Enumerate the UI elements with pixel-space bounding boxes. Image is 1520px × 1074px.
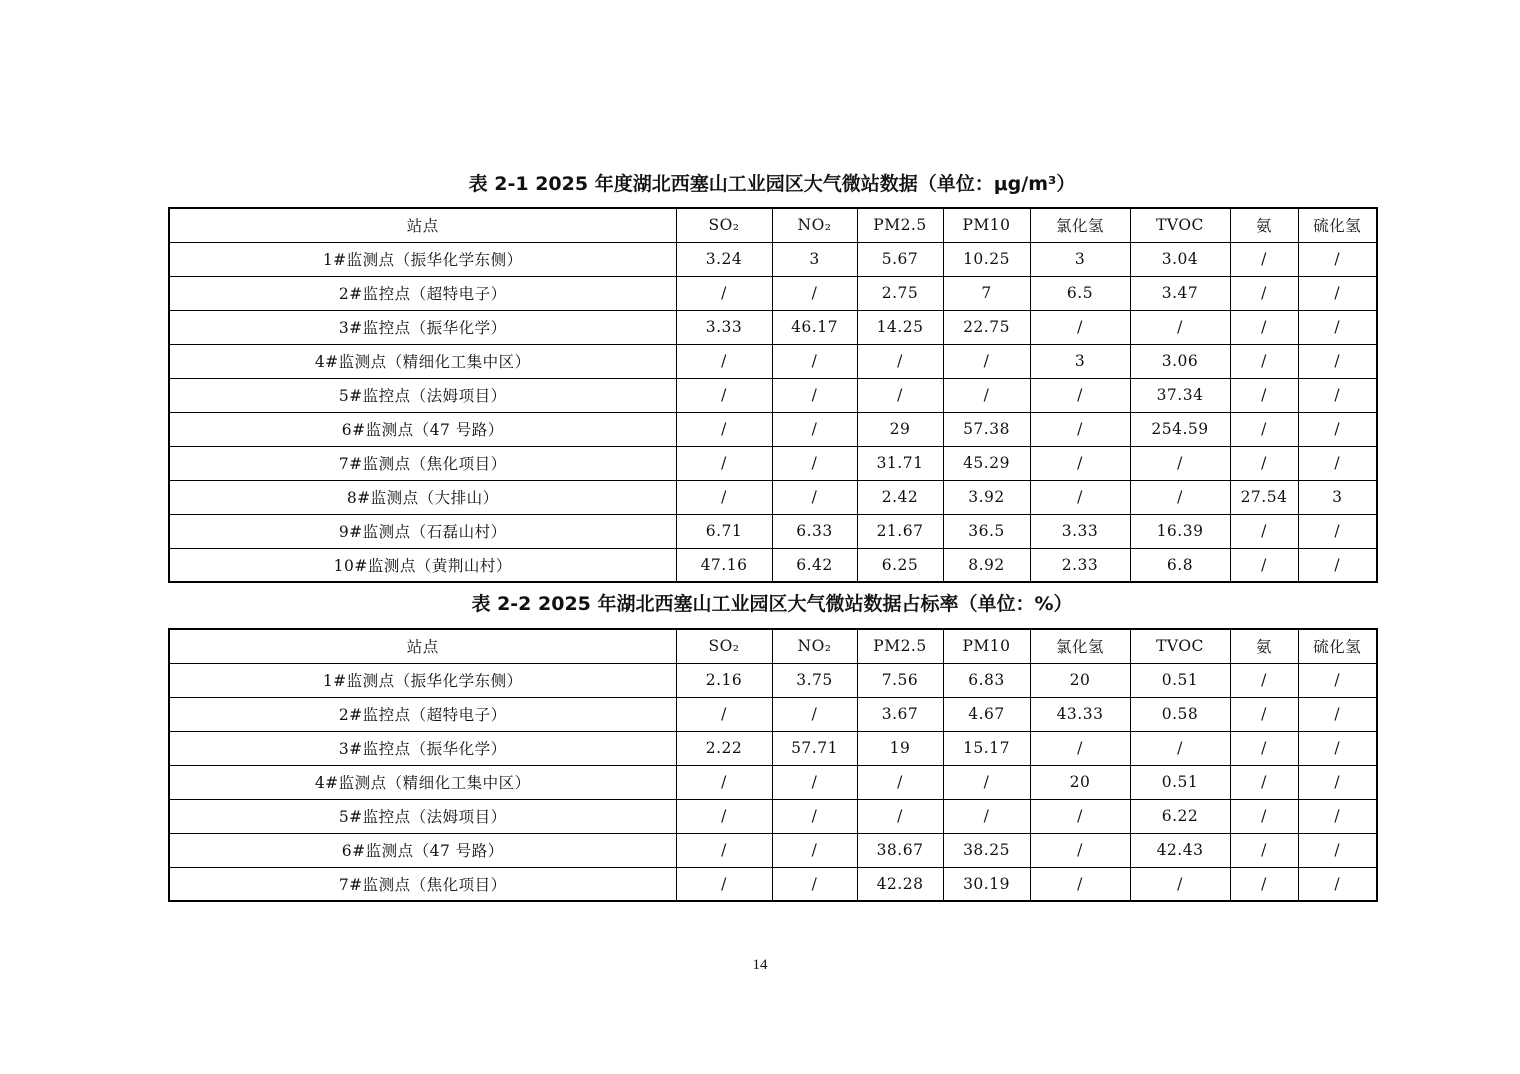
- value-cell: /: [1230, 242, 1298, 276]
- table-row: [169, 242, 1377, 276]
- value-cell: 42.28: [857, 867, 943, 901]
- value-cell: 254.59: [1130, 412, 1230, 446]
- value-cell: 20: [1030, 663, 1130, 697]
- station-name-cell: 3#监控点（振华化学）: [169, 310, 676, 344]
- value-cell: 10.25: [943, 242, 1030, 276]
- column-header: PM10: [943, 629, 1030, 663]
- value-cell: /: [676, 697, 772, 731]
- value-cell: /: [1298, 765, 1377, 799]
- value-cell: /: [676, 378, 772, 412]
- value-cell: 8.92: [943, 548, 1030, 582]
- column-header: NO₂: [772, 208, 857, 242]
- station-name-cell: 10#监测点（黄荆山村）: [169, 548, 676, 582]
- table-row: [169, 344, 1377, 378]
- value-cell: 3: [772, 242, 857, 276]
- value-cell: 38.25: [943, 833, 1030, 867]
- column-header: PM2.5: [857, 629, 943, 663]
- table-row: [169, 514, 1377, 548]
- value-cell: /: [676, 867, 772, 901]
- value-cell: 42.43: [1130, 833, 1230, 867]
- value-cell: 3.92: [943, 480, 1030, 514]
- value-cell: 16.39: [1130, 514, 1230, 548]
- value-cell: /: [772, 276, 857, 310]
- value-cell: /: [1130, 867, 1230, 901]
- value-cell: /: [1230, 663, 1298, 697]
- station-name-cell: 5#监控点（法姆项目）: [169, 378, 676, 412]
- value-cell: 2.42: [857, 480, 943, 514]
- column-header: TVOC: [1130, 629, 1230, 663]
- value-cell: /: [857, 344, 943, 378]
- column-header: 站点: [169, 629, 676, 663]
- value-cell: /: [943, 378, 1030, 412]
- value-cell: /: [676, 344, 772, 378]
- station-name-cell: 7#监测点（焦化项目）: [169, 867, 676, 901]
- station-name-cell: 4#监测点（精细化工集中区）: [169, 765, 676, 799]
- value-cell: /: [772, 378, 857, 412]
- value-cell: 2.75: [857, 276, 943, 310]
- value-cell: 14.25: [857, 310, 943, 344]
- value-cell: /: [1298, 697, 1377, 731]
- station-name-cell: 2#监控点（超特电子）: [169, 697, 676, 731]
- value-cell: /: [1230, 765, 1298, 799]
- value-cell: 3.47: [1130, 276, 1230, 310]
- column-header: 氯化氢: [1030, 208, 1130, 242]
- value-cell: 4.67: [943, 697, 1030, 731]
- value-cell: /: [676, 480, 772, 514]
- value-cell: 6.25: [857, 548, 943, 582]
- value-cell: /: [943, 344, 1030, 378]
- value-cell: /: [1230, 867, 1298, 901]
- value-cell: 6.33: [772, 514, 857, 548]
- station-name-cell: 7#监测点（焦化项目）: [169, 446, 676, 480]
- table-1-caption: 表 2-1 2025 年度湖北西塞山工业园区大气微站数据（单位：μg/m³）: [468, 173, 1076, 195]
- value-cell: /: [1298, 446, 1377, 480]
- value-cell: /: [1130, 310, 1230, 344]
- value-cell: 37.34: [1130, 378, 1230, 412]
- value-cell: /: [1030, 310, 1130, 344]
- column-header: 硫化氢: [1298, 208, 1377, 242]
- table-row: [169, 731, 1377, 765]
- station-name-cell: 1#监测点（振华化学东侧）: [169, 663, 676, 697]
- value-cell: 2.22: [676, 731, 772, 765]
- value-cell: /: [1298, 799, 1377, 833]
- value-cell: 7: [943, 276, 1030, 310]
- value-cell: /: [1298, 663, 1377, 697]
- station-name-cell: 1#监测点（振华化学东侧）: [169, 242, 676, 276]
- station-name-cell: 3#监控点（振华化学）: [169, 731, 676, 765]
- value-cell: 0.51: [1130, 663, 1230, 697]
- value-cell: /: [1230, 548, 1298, 582]
- value-cell: /: [772, 446, 857, 480]
- value-cell: /: [1230, 310, 1298, 344]
- table-row: [169, 799, 1377, 833]
- value-cell: 7.56: [857, 663, 943, 697]
- value-cell: /: [676, 276, 772, 310]
- value-cell: 29: [857, 412, 943, 446]
- value-cell: /: [1298, 731, 1377, 765]
- value-cell: /: [1030, 867, 1130, 901]
- station-name-cell: 2#监控点（超特电子）: [169, 276, 676, 310]
- table-row: [169, 548, 1377, 582]
- value-cell: /: [857, 378, 943, 412]
- value-cell: 3: [1298, 480, 1377, 514]
- table-1: [168, 207, 1378, 583]
- value-cell: /: [1030, 480, 1130, 514]
- value-cell: 46.17: [772, 310, 857, 344]
- value-cell: /: [1230, 799, 1298, 833]
- value-cell: /: [943, 799, 1030, 833]
- value-cell: /: [676, 412, 772, 446]
- value-cell: 36.5: [943, 514, 1030, 548]
- table-row: [169, 446, 1377, 480]
- value-cell: /: [772, 867, 857, 901]
- station-name-cell: 5#监控点（法姆项目）: [169, 799, 676, 833]
- value-cell: 30.19: [943, 867, 1030, 901]
- table-2: [168, 628, 1378, 902]
- value-cell: /: [772, 833, 857, 867]
- value-cell: /: [676, 446, 772, 480]
- value-cell: 3: [1030, 344, 1130, 378]
- value-cell: /: [1130, 446, 1230, 480]
- value-cell: /: [1298, 412, 1377, 446]
- value-cell: 6.71: [676, 514, 772, 548]
- page-number: 14: [752, 957, 768, 973]
- value-cell: /: [676, 833, 772, 867]
- table-row: [169, 697, 1377, 731]
- value-cell: 31.71: [857, 446, 943, 480]
- column-header: TVOC: [1130, 208, 1230, 242]
- station-name-cell: 6#监测点（47 号路）: [169, 412, 676, 446]
- value-cell: 6.8: [1130, 548, 1230, 582]
- table-row: [169, 663, 1377, 697]
- table-row: [169, 310, 1377, 344]
- value-cell: /: [1030, 799, 1130, 833]
- value-cell: 57.71: [772, 731, 857, 765]
- value-cell: 0.51: [1130, 765, 1230, 799]
- value-cell: 43.33: [1030, 697, 1130, 731]
- value-cell: /: [772, 765, 857, 799]
- value-cell: /: [676, 765, 772, 799]
- value-cell: /: [772, 799, 857, 833]
- station-name-cell: 9#监测点（石磊山村）: [169, 514, 676, 548]
- column-header: NO₂: [772, 629, 857, 663]
- column-header: PM10: [943, 208, 1030, 242]
- value-cell: /: [1030, 378, 1130, 412]
- table-row: [169, 276, 1377, 310]
- column-header: SO₂: [676, 629, 772, 663]
- column-header: 氨: [1230, 208, 1298, 242]
- value-cell: 3.04: [1130, 242, 1230, 276]
- value-cell: /: [1230, 731, 1298, 765]
- value-cell: /: [772, 697, 857, 731]
- value-cell: /: [1230, 378, 1298, 412]
- value-cell: /: [1298, 344, 1377, 378]
- value-cell: /: [772, 412, 857, 446]
- value-cell: /: [1030, 412, 1130, 446]
- table-row: [169, 867, 1377, 901]
- column-header: 氯化氢: [1030, 629, 1130, 663]
- value-cell: /: [1230, 833, 1298, 867]
- value-cell: /: [1298, 378, 1377, 412]
- table-row: [169, 833, 1377, 867]
- column-header: 硫化氢: [1298, 629, 1377, 663]
- value-cell: 2.16: [676, 663, 772, 697]
- value-cell: 6.5: [1030, 276, 1130, 310]
- value-cell: 3.67: [857, 697, 943, 731]
- value-cell: /: [943, 765, 1030, 799]
- value-cell: 6.42: [772, 548, 857, 582]
- value-cell: 0.58: [1130, 697, 1230, 731]
- value-cell: /: [857, 765, 943, 799]
- column-header: 氨: [1230, 629, 1298, 663]
- value-cell: 27.54: [1230, 480, 1298, 514]
- table-2-caption: 表 2-2 2025 年湖北西塞山工业园区大气微站数据占标率（单位：%）: [471, 593, 1073, 615]
- value-cell: 5.67: [857, 242, 943, 276]
- value-cell: /: [1298, 276, 1377, 310]
- table-header-row: [169, 629, 1377, 663]
- value-cell: /: [1230, 276, 1298, 310]
- value-cell: /: [1298, 514, 1377, 548]
- value-cell: 3.33: [1030, 514, 1130, 548]
- table-row: [169, 480, 1377, 514]
- value-cell: /: [1298, 310, 1377, 344]
- value-cell: /: [1230, 446, 1298, 480]
- station-name-cell: 6#监测点（47 号路）: [169, 833, 676, 867]
- station-name-cell: 4#监测点（精细化工集中区）: [169, 344, 676, 378]
- value-cell: /: [1030, 833, 1130, 867]
- value-cell: 3.06: [1130, 344, 1230, 378]
- column-header: PM2.5: [857, 208, 943, 242]
- value-cell: /: [772, 480, 857, 514]
- value-cell: /: [857, 799, 943, 833]
- value-cell: /: [1130, 731, 1230, 765]
- value-cell: /: [1230, 514, 1298, 548]
- value-cell: /: [1230, 344, 1298, 378]
- table-row: [169, 378, 1377, 412]
- value-cell: /: [1298, 867, 1377, 901]
- value-cell: 57.38: [943, 412, 1030, 446]
- value-cell: 6.83: [943, 663, 1030, 697]
- value-cell: 6.22: [1130, 799, 1230, 833]
- value-cell: 19: [857, 731, 943, 765]
- value-cell: /: [1030, 731, 1130, 765]
- value-cell: 22.75: [943, 310, 1030, 344]
- value-cell: 21.67: [857, 514, 943, 548]
- value-cell: 2.33: [1030, 548, 1130, 582]
- value-cell: 3.33: [676, 310, 772, 344]
- table-row: [169, 412, 1377, 446]
- value-cell: 20: [1030, 765, 1130, 799]
- table-header-row: [169, 208, 1377, 242]
- table-row: [169, 765, 1377, 799]
- value-cell: /: [1230, 412, 1298, 446]
- value-cell: 15.17: [943, 731, 1030, 765]
- value-cell: 38.67: [857, 833, 943, 867]
- value-cell: /: [676, 799, 772, 833]
- column-header: SO₂: [676, 208, 772, 242]
- value-cell: /: [1130, 480, 1230, 514]
- value-cell: /: [1298, 242, 1377, 276]
- value-cell: 3.24: [676, 242, 772, 276]
- value-cell: 47.16: [676, 548, 772, 582]
- column-header: 站点: [169, 208, 676, 242]
- value-cell: /: [1298, 833, 1377, 867]
- value-cell: /: [1230, 697, 1298, 731]
- value-cell: 45.29: [943, 446, 1030, 480]
- value-cell: 3.75: [772, 663, 857, 697]
- station-name-cell: 8#监测点（大排山）: [169, 480, 676, 514]
- value-cell: /: [772, 344, 857, 378]
- value-cell: /: [1298, 548, 1377, 582]
- value-cell: 3: [1030, 242, 1130, 276]
- value-cell: /: [1030, 446, 1130, 480]
